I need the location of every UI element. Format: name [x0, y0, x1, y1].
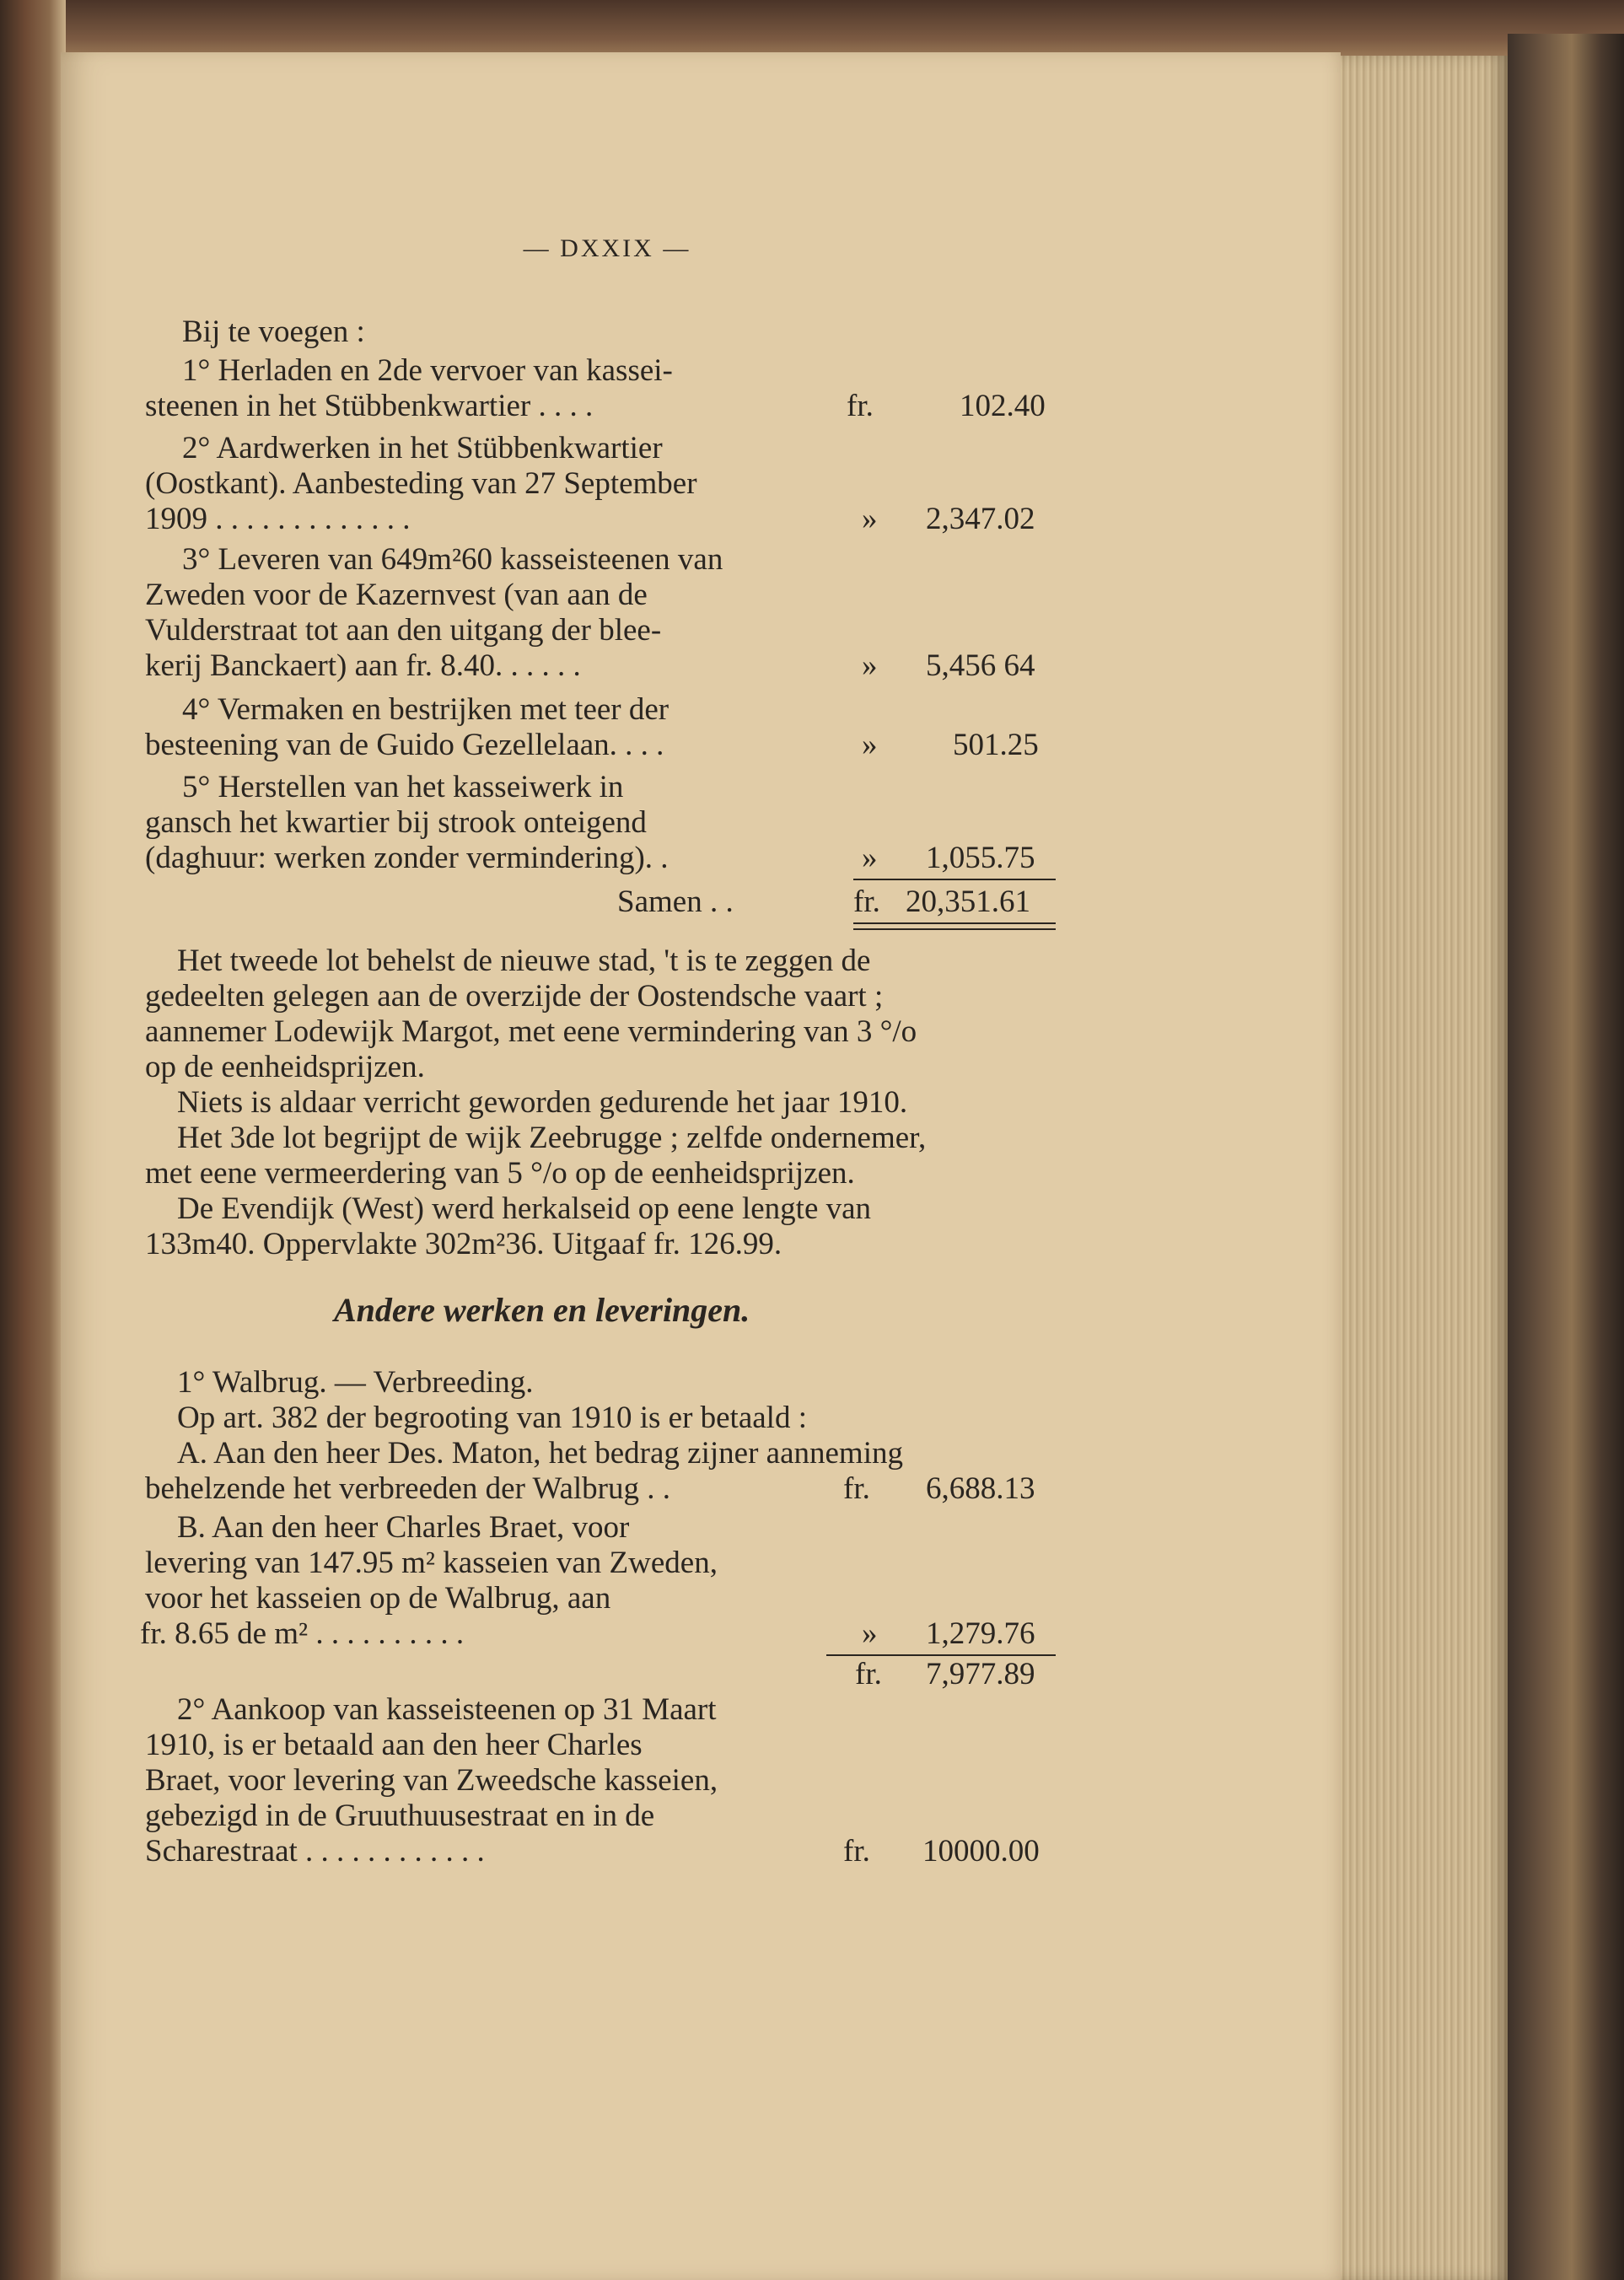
- walbrug-sum-currency: fr.: [855, 1657, 882, 1691]
- page-edges: [1339, 56, 1508, 2280]
- aankoop-line1: 2° Aankoop van kasseisteenen op 31 Maart: [177, 1692, 717, 1727]
- total-label: Samen . .: [617, 885, 734, 919]
- aankoop-amount: 10000.00: [922, 1834, 1040, 1869]
- item1-amount: 102.40: [960, 389, 1046, 423]
- aankoop-line2: 1910, is er betaald aan den heer Charles: [145, 1728, 643, 1762]
- aankoop-line4: gebezigd in de Gruuthuusestraat en in de: [145, 1799, 655, 1833]
- item2-amount: 2,347.02: [926, 502, 1035, 536]
- para-line5: Niets is aldaar verricht geworden gedurende het jaar 1910.: [177, 1085, 908, 1120]
- item5-line3: (daghuur: werken zonder vermindering). .: [145, 841, 669, 875]
- walbrug-line2: Op art. 382 der begrooting van 1910 is er betaald :: [177, 1401, 807, 1435]
- para-line3: aannemer Lodewijk Margot, met eene vermindering van 3 °/o: [145, 1014, 917, 1049]
- aankoop-line5: Scharestraat . . . . . . . . . . . .: [145, 1834, 485, 1869]
- para-line9: 133m40. Oppervlakte 302m²36. Uitgaaf fr. 126.99.: [145, 1227, 782, 1261]
- item2-line3: 1909 . . . . . . . . . . . . .: [145, 502, 411, 536]
- para-line8: De Evendijk (West) werd herkalseid op eene lengte van: [177, 1191, 872, 1226]
- item3-marker: »: [862, 648, 878, 683]
- book-cover-right: [1508, 34, 1624, 2280]
- para-line2: gedeelten gelegen aan de overzijde der Oostendsche vaart ;: [145, 979, 884, 1014]
- item4-line1: 4° Vermaken en bestrijken met teer der: [182, 692, 669, 727]
- aankoop-currency: fr.: [843, 1834, 870, 1869]
- item5-marker: »: [862, 841, 878, 875]
- item5-amount: 1,055.75: [926, 841, 1035, 875]
- item2-line1: 2° Aardwerken in het Stübbenkwartier: [182, 431, 663, 465]
- item2-line2: (Oostkant). Aanbesteding van 27 September: [145, 466, 697, 501]
- walbrug-a-line1: A. Aan den heer Des. Maton, het bedrag zijner aanneming: [177, 1436, 903, 1471]
- walbrug-b-line1: B. Aan den heer Charles Braet, voor: [177, 1510, 630, 1545]
- walbrug-a-currency: fr.: [843, 1471, 870, 1506]
- walbrug-line1: 1° Walbrug. — Verbreeding.: [177, 1365, 534, 1400]
- book-spine: [0, 0, 66, 2280]
- item2-marker: »: [862, 502, 878, 536]
- walbrug-a-amount: 6,688.13: [926, 1471, 1035, 1506]
- walbrug-b-line2: levering van 147.95 m² kasseien van Zweden,: [145, 1546, 718, 1580]
- item1-line1: 1° Herladen en 2de vervoer van kassei-: [182, 353, 673, 388]
- total-currency: fr.: [853, 885, 880, 919]
- section-heading: Andere werken en leveringen.: [334, 1291, 750, 1329]
- item3-amount: 5,456 64: [926, 648, 1035, 683]
- intro-line: Bij te voegen :: [182, 315, 365, 349]
- item3-line4: kerij Banckaert) aan fr. 8.40. . . . . .: [145, 648, 581, 683]
- item3-line3: Vulderstraat tot aan den uitgang der blee-: [145, 613, 662, 648]
- total-amount: 20,351.61: [906, 885, 1030, 919]
- aankoop-line3: Braet, voor levering van Zweedsche kasseien,: [145, 1763, 718, 1798]
- para-line6: Het 3de lot begrijpt de wijk Zeebrugge ; zelfde ondernemer,: [177, 1121, 927, 1155]
- page-number: — DXXIX —: [523, 234, 691, 262]
- total-rule-2: [853, 928, 1056, 930]
- walbrug-b-line4: fr. 8.65 de m² . . . . . . . . . .: [140, 1616, 465, 1651]
- para-line1: Het tweede lot behelst de nieuwe stad, 't is te zeggen de: [177, 944, 871, 978]
- walbrug-b-amount: 1,279.76: [926, 1616, 1035, 1651]
- para-line7: met eene vermeerdering van 5 °/o op de eenheidsprijzen.: [145, 1156, 855, 1191]
- walbrug-sum-amount: 7,977.89: [926, 1657, 1035, 1691]
- walbrug-b-line3: voor het kasseien op de Walbrug, aan: [145, 1581, 611, 1616]
- item5-line1: 5° Herstellen van het kasseiwerk in: [182, 770, 624, 804]
- subtotal-rule: [853, 879, 1056, 880]
- item1-currency: fr.: [847, 389, 874, 423]
- item1-line2: steenen in het Stübbenkwartier . . . .: [145, 389, 594, 423]
- item3-line1: 3° Leveren van 649m²60 kasseisteenen van: [182, 542, 723, 577]
- item5-line2: gansch het kwartier bij strook onteigend: [145, 805, 647, 840]
- item4-line2: besteening van de Guido Gezellelaan. . . .: [145, 728, 664, 762]
- total-rule-1: [853, 922, 1056, 924]
- para-line4: op de eenheidsprijzen.: [145, 1050, 425, 1084]
- item4-amount: 501.25: [953, 728, 1039, 762]
- item3-line2: Zweden voor de Kazernvest (van aan de: [145, 578, 648, 612]
- item4-marker: »: [862, 728, 878, 762]
- walbrug-a-line2: behelzende het verbreeden der Walbrug . .: [145, 1471, 670, 1506]
- walbrug-b-marker: »: [862, 1616, 878, 1651]
